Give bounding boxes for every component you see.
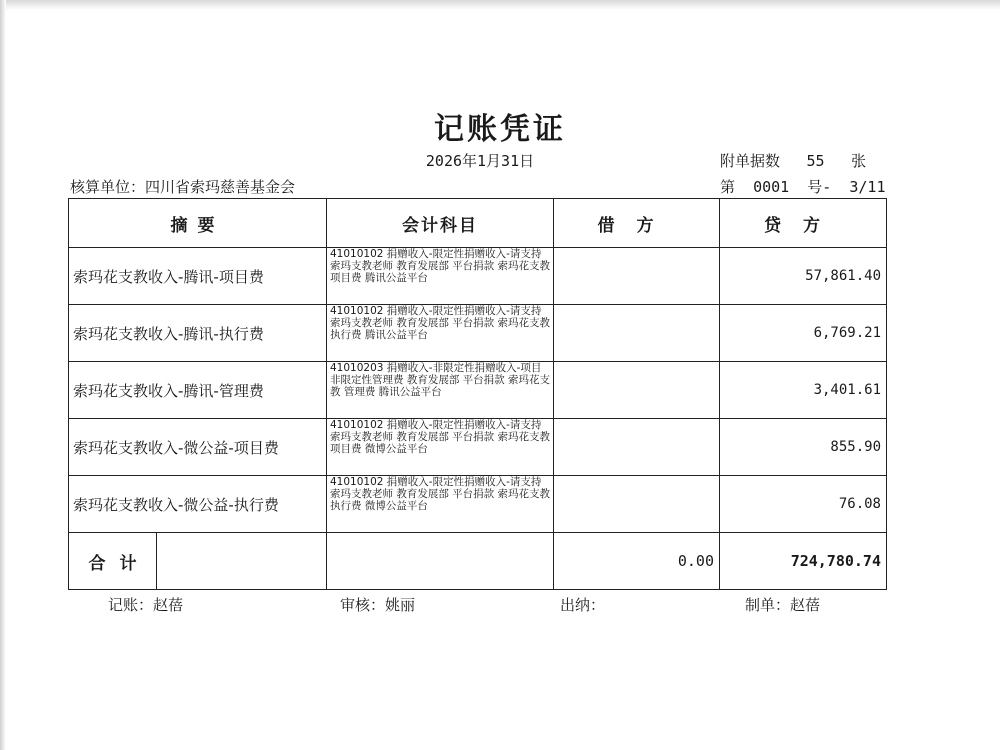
row-debit [554,476,720,533]
row-summary: 索玛花支教收入-微公益-执行费 [69,476,327,533]
voucher-date: 2026年1月31日 [425,152,535,170]
header-summary: 摘要 [69,199,327,248]
signature-cashier: 出纳： [560,596,606,614]
header-credit: 贷方 [720,199,887,248]
table-row [69,305,887,362]
header-debit: 借方 [554,199,720,248]
attachment-label: 附单据数 [720,152,781,170]
attachment-number: 55 [806,152,825,170]
table-row [69,476,887,533]
table-header-row [69,199,887,248]
signature-reviewer: 审核：姚丽 [340,596,416,614]
attachment-unit: 张 [851,152,867,170]
row-credit: 57,861.40 [720,248,887,305]
total-debit: 0.00 [554,533,720,590]
row-credit: 76.08 [720,476,887,533]
row-credit: 855.90 [720,419,887,476]
table-row [69,248,887,305]
row-summary: 索玛花支教收入-腾讯-管理费 [69,362,327,419]
attachment-count [720,150,866,171]
row-account: 41010102 捐赠收入-限定性捐赠收入-请支持索玛支教老师 教育发展部 平台捐款 索玛花支教 项目费 腾讯公益平台 [327,248,554,305]
signature-bookkeeper: 记账：赵蓓 [108,596,184,614]
total-row [69,533,887,590]
accounting-unit-name: 四川省索玛慈善基金会 [145,178,296,196]
row-account: 41010102 捐赠收入-限定性捐赠收入-请支持索玛支教老师 教育发展部 平台捐款 索玛花支教 执行费 腾讯公益平台 [327,305,554,362]
row-account: 41010203 捐赠收入-非限定性捐赠收入-项目非限定性管理费 教育发展部 平台捐款 索玛花支教 管理费 腾讯公益平台 [327,362,554,419]
accounting-unit [70,176,295,197]
voucher-number [720,176,885,197]
row-debit [554,419,720,476]
row-account: 41010102 捐赠收入-限定性捐赠收入-请支持索玛支教老师 教育发展部 平台捐款 索玛花支教 项目费 微博公益平台 [327,419,554,476]
row-summary: 索玛花支教收入-微公益-项目费 [69,419,327,476]
total-label [69,533,327,590]
row-credit: 3,401.61 [720,362,887,419]
voucher-table [68,198,887,590]
header-account: 会计科目 [327,199,554,248]
voucher-number-prefix: 第 [720,178,736,196]
row-debit [554,362,720,419]
total-account-blank [327,533,554,590]
voucher-page: 3/11 [849,178,886,196]
table-row [69,362,887,419]
signature-preparer: 制单：赵蓓 [745,596,821,614]
row-account: 41010102 捐赠收入-限定性捐赠收入-请支持索玛支教老师 教育发展部 平台捐款 索玛花支教 执行费 微博公益平台 [327,476,554,533]
voucher-number-value: 0001 [753,178,790,196]
voucher-number-suffix: 号- [807,178,832,196]
total-label-text: 合计 [69,533,157,589]
row-summary: 索玛花支教收入-腾讯-执行费 [69,305,327,362]
total-credit: 724,780.74 [720,533,887,590]
scan-shadow-top [0,0,1000,10]
table-row [69,419,887,476]
row-summary: 索玛花支教收入-腾讯-项目费 [69,248,327,305]
row-debit [554,248,720,305]
accounting-unit-label: 核算单位： [70,178,146,196]
row-credit: 6,769.21 [720,305,887,362]
row-debit [554,305,720,362]
voucher-title: 记账凭证 [434,112,566,147]
